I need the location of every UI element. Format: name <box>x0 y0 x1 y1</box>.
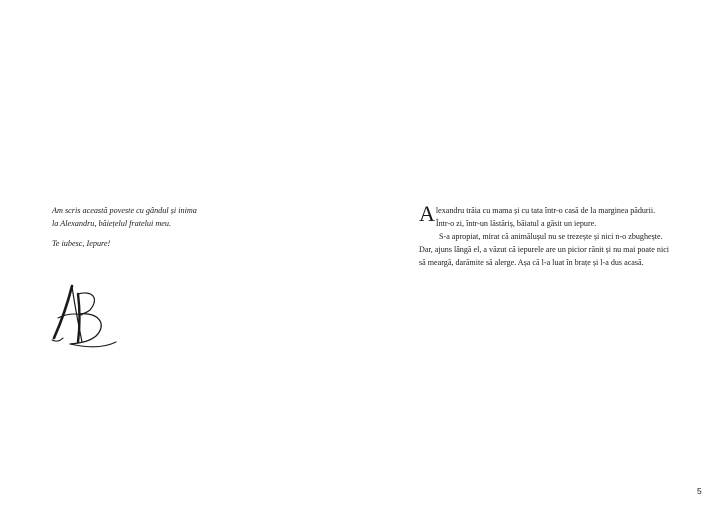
story-paragraph-1 <box>419 201 681 231</box>
monogram-signature <box>48 280 120 350</box>
story-line-3: S-a apropiat, mirat că animălușul nu se trezește și nici n-o zbughește. <box>439 231 663 241</box>
dedication-closing: Te iubesc, Iepure! <box>52 239 111 248</box>
story-line-5: să meargă, darămite să alerge. Așa că l-a luat în brațe și l-a dus acasă. <box>419 257 644 267</box>
story-line-4: Dar, ajuns lângă el, a văzut că iepurele are un picior rănit și nu mai poate nici <box>419 244 670 254</box>
story-paragraph-2 <box>419 231 681 270</box>
story-line-2: Într-o zi, într-un lăstăriș, băiatul a găsit un iepure. <box>435 218 597 228</box>
drop-cap: A <box>419 201 435 226</box>
story-text <box>419 201 681 270</box>
story-line-1: lexandru trăia cu mama și cu tata într-o casă de la marginea pădurii. <box>435 206 656 215</box>
dedication-line-2: la Alexandru, băiețelul fratelui meu. <box>52 218 172 228</box>
dedication <box>52 205 252 251</box>
page-number: 5 <box>697 486 702 496</box>
dedication-line-1: Am scris această poveste cu gândul și inima <box>52 206 197 215</box>
